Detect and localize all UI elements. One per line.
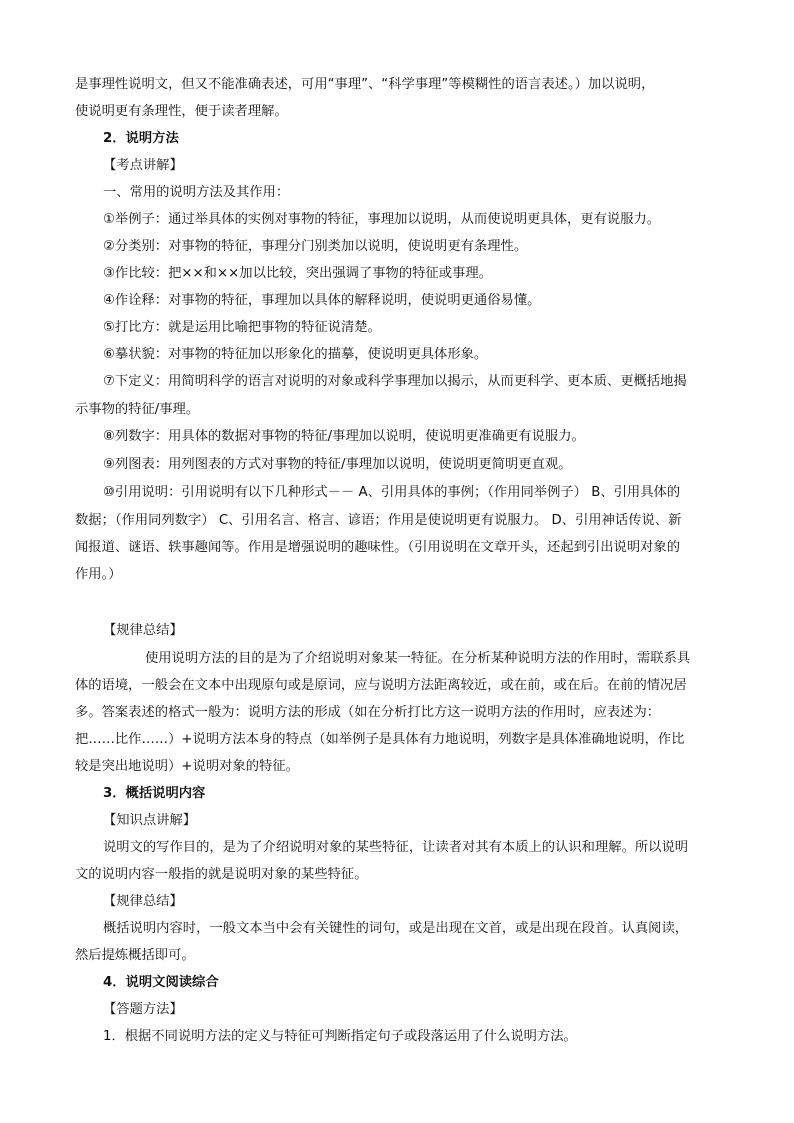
text-line: 一、常用的说明方法及其作用： — [103, 185, 290, 200]
text-line: 说明文的写作目的，是为了介绍说明对象的某些特征，让读者对其有本质上的认识和理解。所以说明 — [103, 840, 689, 855]
text-line: 作用。） — [75, 567, 122, 582]
text-line: 是事理性说明文，但又不能准确表述，可用“事理”、“科学事理”等模糊性的语言表述。）加以说明， — [75, 77, 655, 92]
text-line: 示事物的特征/事理。 — [75, 402, 200, 417]
text-line: 使说明更有条理性，便于读者理解。 — [75, 104, 288, 119]
list-item: ⑧列数字：用具体的数据对事物的特征/事理加以说明，使说明更准确更有说服力。 — [103, 429, 585, 444]
text-line: 概括说明内容时，一般文本当中会有关键性的词句，或是出现在文首，或是出现在段首。认真阅读， — [103, 921, 689, 936]
text-line: 使用说明方法的目的是为了介绍说明对象某一特征。在分析某种说明方法的作用时，需联系具 — [145, 651, 691, 666]
text-line: 多。答案表述的格式一般为：说明方法的形成（如在分析打比方这一说明方法的作用时，应表述为： — [75, 705, 661, 720]
text-line: 较是突出地说明）+说明对象的特征。 — [75, 759, 299, 774]
text-line: 然后提炼概括即可。 — [75, 948, 195, 963]
section-heading: 2．说明方法 — [103, 131, 179, 146]
list-item: ③作比较：把××和××加以比较，突出强调了事物的特征或事理。 — [103, 266, 492, 281]
section-heading: 4．说明文阅读综合 — [103, 975, 219, 990]
list-item: ⑨列图表：用列图表的方式对事物的特征/事理加以说明，使说明更简明更直观。 — [103, 457, 572, 472]
list-item: ②分类别：对事物的特征，事理分门别类加以说明，使说明更有条理性。 — [103, 239, 528, 254]
list-item: ⑩引用说明：引用说明有以下几种形式－－ A、引用具体的事例；（作用同举例子） B、引用具体的 — [103, 485, 681, 500]
section-heading: 3．概括说明内容 — [103, 786, 206, 801]
subheading: 【规律总结】 — [103, 894, 183, 909]
subheading: 【考点讲解】 — [103, 158, 183, 173]
text-line: 文的说明内容一般指的就是说明对象的某些特征。 — [75, 867, 368, 882]
list-item: ⑦下定义：用简明科学的语言对说明的对象或科学事理加以揭示，从而更科学、更本质、更概括地揭 — [103, 374, 687, 389]
subheading: 【知识点讲解】 — [103, 813, 197, 828]
text-line: 体的语境，一般会在文本中出现原句或是原词，应与说明方法距离较近，或在前，或在后。在前的情况居 — [75, 678, 687, 693]
list-item: ⑤打比方：就是运用比喻把事物的特征说清楚。 — [103, 320, 381, 335]
list-item: ④作诠释：对事物的特征，事理加以具体的解释说明，使说明更通俗易懂。 — [103, 293, 541, 308]
text-line: 数据；（作用同列数字） C、引用名言、格言、谚语；作用是使说明更有说服力。 D、引用神话传说、新 — [75, 513, 682, 528]
list-item: ①举例子：通过举具体的实例对事物的特征，事理加以说明，从而使说明更具体，更有说服力。 — [103, 212, 661, 227]
subheading: 【规律总结】 — [103, 623, 183, 638]
text-line: 把……比作……）+说明方法本身的特点（如举例子是具体有力地说明，列数字是具体准确地说明，作比 — [75, 732, 685, 747]
list-item: 1．根据不同说明方法的定义与特征可判断指定句子或段落运用了什么说明方法。 — [103, 1029, 577, 1044]
subheading: 【答题方法】 — [103, 1002, 183, 1017]
list-item: ⑥摹状貌：对事物的特征加以形象化的描摹，使说明更具体形象。 — [103, 347, 488, 362]
text-line: 闻报道、谜语、轶事趣闻等。作用是增强说明的趣味性。（引用说明在文章开头，还起到引出说明对象的 — [75, 540, 681, 555]
